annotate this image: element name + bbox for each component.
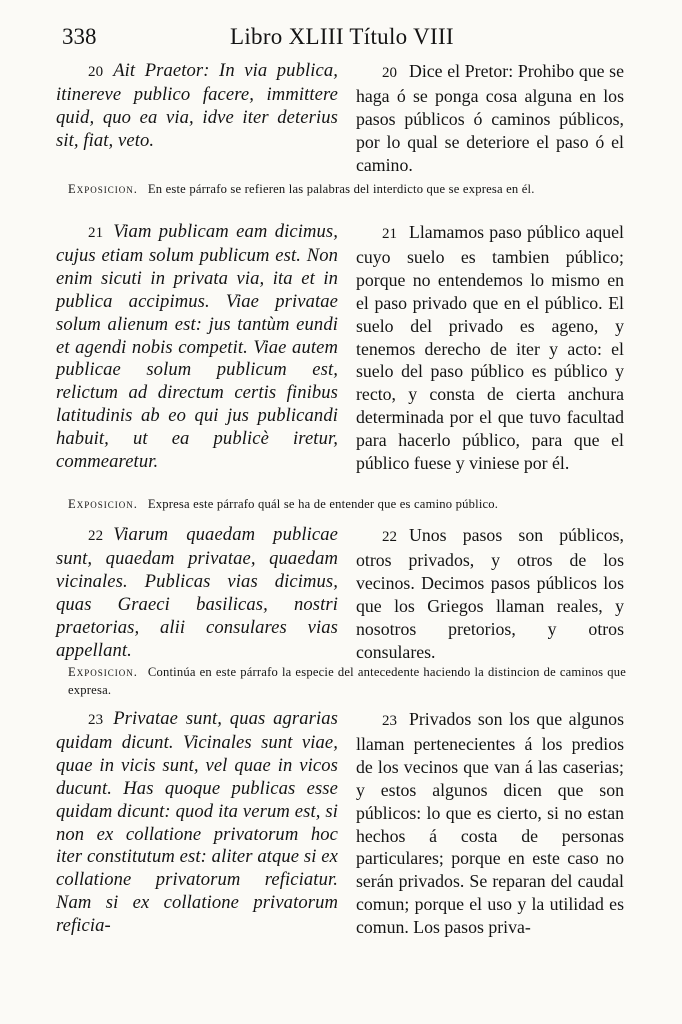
spanish-paragraph: Llamamos paso público aquel cuyo suelo es tambien público; porque no entendemos lo mismo en el paso privado que en el público. El suelo del privado es ageno, y tenemos derecho de iter y acto: el suelo del paso público es público y recto, y consta de cierta anchura determinada por el que tuvo facultad para hacerlo público, para que el público fuese y viniese por él.: [356, 222, 624, 474]
spanish-text: [356, 524, 624, 663]
exposicion-note: [68, 664, 626, 699]
spanish-paragraph: Privados son los que algunos llaman pertenecientes á los predios de los vecinos que van á las caserias; y estos algunos dicen que son públicos: lo que es cierto, si no estan hechos á costa de personas particulares; porque en este caso no serán privados. Se reparan del caudal comun; porque el uso y la utilidad es comun. Los pasos priva-: [356, 709, 624, 938]
section-number: 21: [88, 225, 104, 241]
latin-text: [56, 60, 338, 153]
exposicion-label: Exposicion.: [68, 665, 138, 679]
latin-paragraph: Ait Praetor: In via publica, itinereve publico facere, immittere quid, quo ea via, idve iter deterius sit, fiat, veto.: [56, 60, 338, 151]
latin-text: [56, 524, 338, 662]
section-number: 23: [382, 713, 397, 729]
section-number: 22: [382, 529, 397, 545]
latin-paragraph: Privatae sunt, quas agrarias quidam dicunt. Vicinales sunt viae, quae in vicis sunt, vel quae in vicos ducunt. Has quoque publicas esse quidam dicunt: quod ita verum est, si non ex collatione privatorum hoc iter constitutum est: aliter atque si ex collatione privatorum reficiatur. Nam si ex collatione privatorum reficia-: [56, 708, 338, 937]
latin-paragraph: Viarum quaedam publicae sunt, quaedam privatae, quaedam vicinales. Publicas vias dicimus, quas Graeci basilicas, nostri praetorias, alii consulares vias appellant.: [56, 524, 338, 661]
running-title: Libro XLIII Título VIII: [230, 24, 454, 49]
spanish-paragraph: Dice el Pretor: Prohibo que se haga ó se ponga cosa alguna en los pasos públicos ó caminos públicos, por lo qual se deteriore el paso ó el camino.: [356, 61, 624, 175]
exposicion-label: Exposicion.: [68, 497, 138, 511]
exposicion-note: [68, 181, 626, 199]
section-23: [56, 708, 626, 958]
latin-text: [56, 221, 338, 474]
section-number: 21: [382, 226, 397, 242]
section-number: 23: [88, 712, 104, 728]
section-21: [56, 221, 626, 483]
section-number: 20: [382, 65, 397, 81]
spanish-paragraph: Unos pasos son públicos, otros privados, y otros de los vecinos. Decimos pasos públicos los que los Griegos llaman reales, y nosotros pretorios, y otros consulares.: [356, 525, 624, 662]
exposicion-label: Exposicion.: [68, 182, 138, 196]
latin-text: [56, 708, 338, 938]
spanish-text: [356, 60, 624, 177]
page-number: 338: [62, 24, 97, 49]
spanish-text: [356, 708, 624, 939]
exposicion-text: En este párrafo se refieren las palabras del interdicto que se expresa en él.: [147, 182, 535, 196]
section-number: 22: [88, 528, 104, 544]
section-number: 20: [88, 64, 104, 80]
page-header: [0, 24, 682, 58]
exposicion-text: Continúa en este párrafo la especie del antecedente haciendo la distincion de caminos que expresa.: [68, 665, 626, 697]
spanish-text: [356, 221, 624, 475]
exposicion-text: Expresa este párrafo quál se ha de entender que es camino público.: [147, 497, 499, 511]
section-22: [56, 524, 626, 662]
exposicion-note: [68, 496, 626, 514]
section-20: [56, 60, 626, 175]
latin-paragraph: Viam publicam eam dicimus, cujus etiam solum publicum est. Non enim sicuti in privata via, ita et in publica accipimus. Viae privatae solum alienum est: jus tantùm eundi et agendi nobis competit. Viae autem publicae solum publicum est, relictum ad directum certis finibus latitudinis ab eo qui jus publicandi habuit, ut ea publicè iretur, commearetur.: [56, 221, 338, 473]
